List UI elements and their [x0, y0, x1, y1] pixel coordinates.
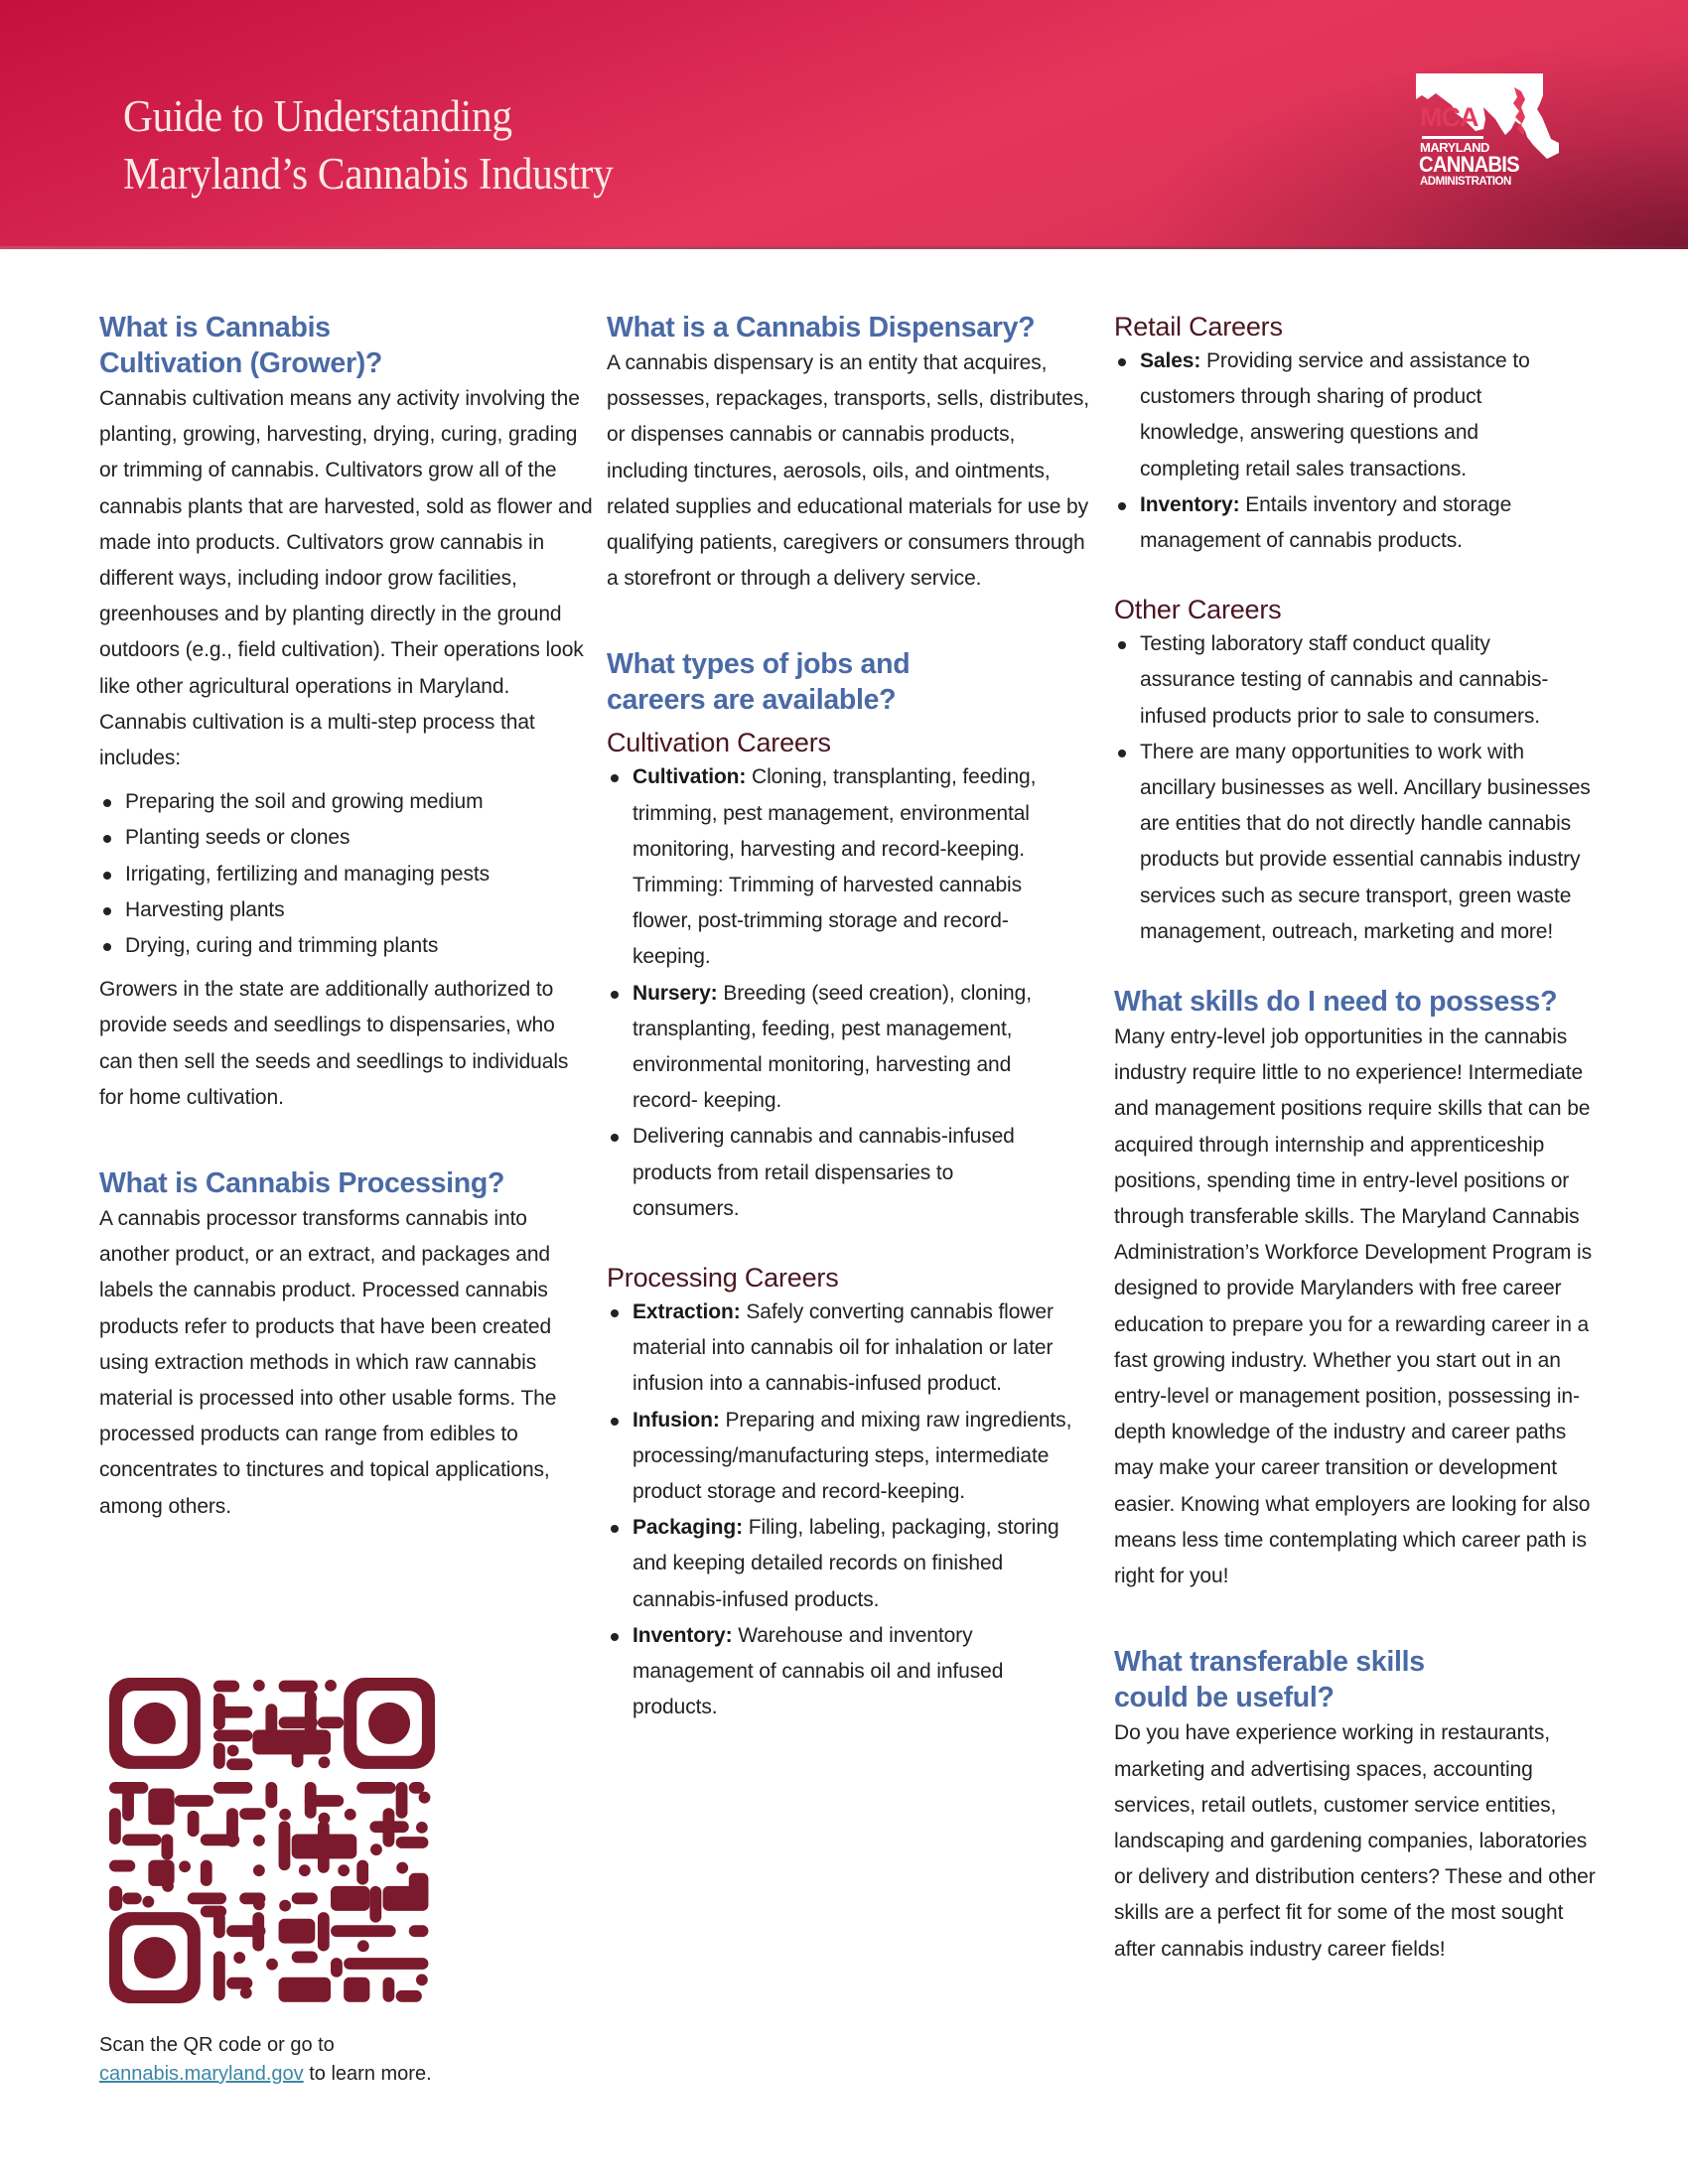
- dispensary-heading: What is a Cannabis Dispensary?: [607, 312, 1036, 343]
- cultivation-heading: [99, 310, 596, 381]
- column-1: [99, 310, 596, 1525]
- processing-careers-list: [607, 1295, 1073, 1725]
- career-item: [607, 1295, 1073, 1403]
- career-item: [1114, 487, 1581, 559]
- career-label: Inventory:: [1140, 492, 1240, 516]
- career-item: [1114, 735, 1591, 950]
- title-line-1: Guide to Understanding: [123, 91, 512, 141]
- transferable-heading: [1114, 1644, 1611, 1715]
- career-label: Nursery:: [633, 981, 718, 1005]
- processing-careers-heading: Processing Careers: [607, 1263, 839, 1294]
- transferable-heading-line-1: What transferable skills: [1114, 1646, 1425, 1679]
- career-text: Filing, labeling, packaging, storing and keeping detailed records on finished cannabis-infused products.: [633, 1516, 1059, 1611]
- career-item: [1114, 626, 1591, 735]
- header-banner: [0, 0, 1688, 248]
- career-text: Warehouse and inventory management of cannabis oil and infused products.: [633, 1623, 1004, 1719]
- cultivation-step: Irrigating, fertilizing and managing pests: [99, 857, 596, 892]
- career-item: [607, 976, 1073, 1120]
- section-dispensary: [607, 310, 1103, 597]
- career-text: Safely converting cannabis flower material into cannabis oil for inhalation or later infusion into a cannabis-infused product.: [633, 1300, 1054, 1396]
- logo-line-maryland: MARYLAND: [1420, 140, 1489, 155]
- career-label: Extraction:: [633, 1300, 741, 1324]
- section-cultivation: [99, 310, 596, 1116]
- cultivation-step: Drying, curing and trimming plants: [99, 928, 596, 964]
- processing-heading: What is Cannabis Processing?: [99, 1167, 505, 1200]
- career-label: Cultivation:: [633, 765, 747, 789]
- title-line-2: Maryland’s Cannabis Industry: [123, 149, 614, 199]
- career-text: Testing laboratory staff conduct quality assurance testing of cannabis and cannabis-infused products prior to sale to consumers.: [1140, 632, 1549, 728]
- career-item: [1114, 343, 1561, 487]
- jobs-heading-line-1: What types of jobs and: [607, 648, 911, 681]
- logo-divider: [1422, 136, 1483, 139]
- section-retail-careers: [1114, 310, 1611, 559]
- skills-heading: What skills do I need to possess?: [1114, 986, 1558, 1019]
- career-label: Sales:: [1140, 349, 1201, 372]
- logo-abbr: MCA: [1420, 102, 1478, 132]
- qr-caption-suffix: to learn more.: [303, 2063, 432, 2085]
- career-item: [607, 1510, 1073, 1618]
- qr-caption-line-1: Scan the QR code or go to: [99, 2034, 335, 2056]
- career-label: Inventory:: [633, 1623, 733, 1647]
- career-label: Infusion:: [633, 1408, 720, 1432]
- jobs-heading-line-2: careers are available?: [607, 684, 897, 717]
- career-item: [607, 759, 1073, 975]
- cultivation-step: Harvesting plants: [99, 892, 596, 928]
- career-text: Cloning, transplanting, feeding, trimming, pest management, environmental monitoring, harvesting and record-keeping. Trimming: Trimming of harvested cannabis flower, post-trimming storage and record-keeping.: [633, 765, 1037, 969]
- career-item: [607, 1403, 1073, 1511]
- logo-line-cannabis: CANNABIS: [1419, 152, 1519, 177]
- column-3: [1114, 310, 1611, 1968]
- cultivation-body: Cannabis cultivation means any activity involving the planting, growing, harvesting, drying, curing, grading or trimming of cannabis. Cultivators grow all of the cannabis plants that are harvested, sold as flower and made into products. Cultivators grow cannabis in different ways, including indoor grow facilities, greenhouses and by planting directly in the ground outdoors (e.g., field cultivation). Their operations look like other agricultural operations in Maryland. Cannabis cultivation is a multi-step process that includes:: [99, 387, 593, 770]
- retail-careers-list: [1114, 343, 1581, 559]
- section-other-careers: [1114, 593, 1611, 950]
- skills-body: Many entry-level job opportunities in the cannabis industry require little to no experience! Intermediate and management positions require skills that can be acquired through internship and apprenticeship positions, spending time in entry-level positions or through transferable skills. The Maryland Cannabis Administration’s Workforce Development Program is designed to provide Marylanders with free career education to prepare you for a rewarding career in a fast growing industry. Whether you start out in an entry-level or management position, possessing in- depth knowledge of the industry and career paths may make your career transition or development easier. Knowing what employers are looking for also means less time contemplating which career path is right for you!: [1114, 1025, 1593, 1588]
- page-title: [123, 87, 614, 203]
- career-text: Entails inventory and storage management of cannabis products.: [1140, 492, 1512, 553]
- processing-body: A cannabis processor transforms cannabis into another product, or an extract, and packages and labels the cannabis product. Processed cannabis products refer to products that have been created using extraction methods in which raw cannabis material is processed into other usable forms. The processed products can range from edibles to concentrates to tinctures and topical applications, among others.: [99, 1207, 557, 1518]
- header-divider: [0, 246, 1688, 249]
- career-text: Preparing and mixing raw ingredients, processing/manufacturing steps, intermediate product storage and record-keeping.: [633, 1408, 1072, 1504]
- cultivation-careers-heading: Cultivation Careers: [607, 728, 831, 758]
- transferable-body: Do you have experience working in restaurants, marketing and advertising spaces, accounting services, retail outlets, customer service entities, landscaping and gardening companies, laboratories or delivery and distribution centers? These and other skills are a perfect fit for some of the most sought after cannabis industry career fields!: [1114, 1721, 1596, 1961]
- section-skills: [1114, 984, 1611, 1594]
- career-text: Providing service and assistance to customers through sharing of product knowledge, answering questions and completing retail sales transactions.: [1140, 349, 1530, 480]
- cultivation-heading-line-1: What is Cannabis: [99, 312, 331, 343]
- career-item: [607, 1119, 1054, 1227]
- career-label: Packaging:: [633, 1516, 744, 1540]
- cultivation-heading-line-2: Cultivation (Grower)?: [99, 347, 383, 379]
- retail-careers-heading: Retail Careers: [1114, 312, 1283, 341]
- qr-caption: [99, 2031, 432, 2089]
- qr-code-icon[interactable]: [109, 1678, 435, 2003]
- website-link[interactable]: cannabis.maryland.gov: [99, 2063, 304, 2085]
- career-item: [607, 1618, 1004, 1726]
- career-text: Breeding (seed creation), cloning, transplanting, feeding, pest management, environmental monitoring, harvesting and record- keeping.: [633, 981, 1032, 1113]
- other-careers-heading: Other Careers: [1114, 595, 1282, 625]
- cultivation-steps-list: [99, 784, 596, 964]
- career-text: There are many opportunities to work with ancillary businesses as well. Ancillary businesses are entities that do not directly handle cannabis products but provide essential cannabis industry services such as secure transport, green waste management, outreach, marketing and more!: [1140, 740, 1591, 943]
- career-text: Delivering cannabis and cannabis-infused products from retail dispensaries to consumers.: [633, 1125, 1015, 1220]
- section-transferable-skills: [1114, 1644, 1611, 1967]
- qr-caption-line-2: [99, 2060, 432, 2089]
- section-jobs: [607, 646, 1103, 1725]
- cultivation-step: Preparing the soil and growing medium: [99, 784, 596, 820]
- dispensary-body: A cannabis dispensary is an entity that acquires, possesses, repackages, transports, sells, distributes, or dispenses cannabis or cannabis products, including tinctures, aerosols, oils, and ointments, related supplies and educational materials for use by qualifying patients, caregivers or consumers through a storefront or through a delivery service.: [607, 351, 1089, 591]
- cultivation-careers-list: [607, 759, 1073, 1227]
- column-2: [607, 310, 1103, 1726]
- transferable-heading-line-2: could be useful?: [1114, 1682, 1335, 1714]
- jobs-heading: [607, 646, 1103, 718]
- cultivation-closing: Growers in the state are additionally authorized to provide seeds and seedlings to dispensaries, who can then sell the seeds and seedlings to individuals for home cultivation.: [99, 978, 569, 1109]
- section-processing: [99, 1165, 596, 1525]
- mca-logo: [1410, 73, 1559, 193]
- other-careers-list: [1114, 626, 1591, 950]
- cultivation-step: Planting seeds or clones: [99, 820, 596, 856]
- logo-line-administration: ADMINISTRATION: [1420, 176, 1511, 188]
